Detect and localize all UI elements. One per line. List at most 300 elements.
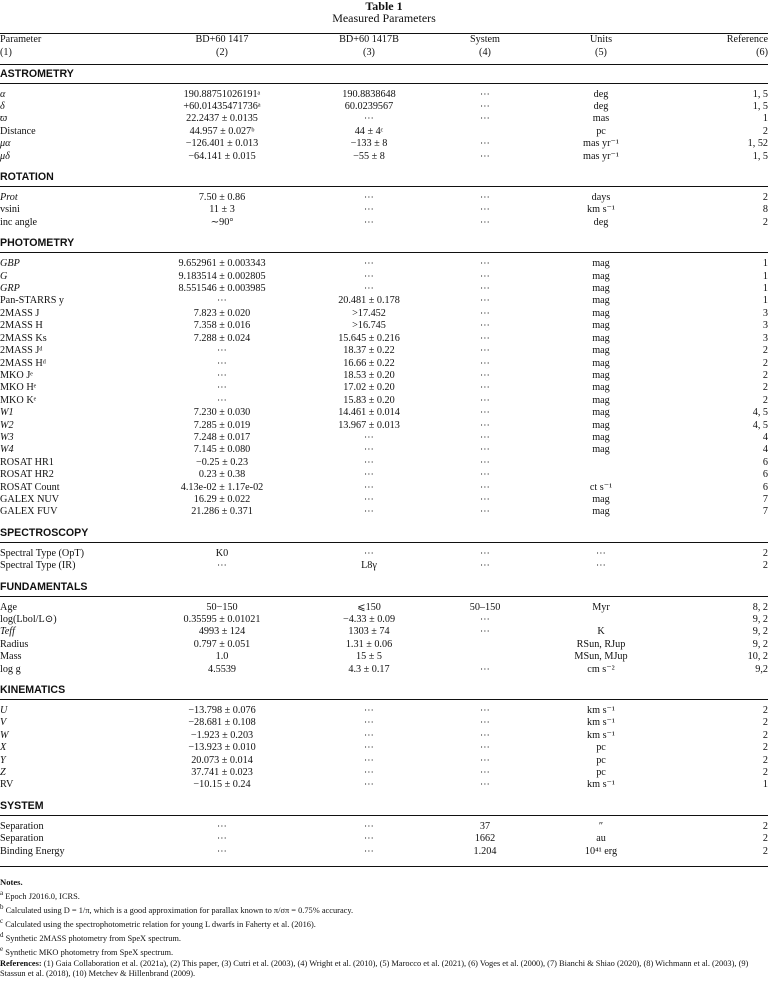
system-cell: ⋯ bbox=[479, 320, 491, 332]
units-cell bbox=[526, 457, 676, 469]
primary-cell: ⋯ bbox=[216, 345, 228, 357]
param-cell: MKO Hᵉ bbox=[0, 382, 37, 394]
system-cell: ⋯ bbox=[479, 481, 491, 493]
table-row bbox=[0, 382, 768, 394]
table-row bbox=[0, 730, 768, 742]
section-title: ROTATION bbox=[0, 168, 768, 187]
companion-cell: 18.53 ± 0.20 bbox=[343, 369, 395, 381]
system-cell: ⋯ bbox=[479, 705, 491, 717]
param-cell: W bbox=[0, 729, 9, 741]
col-header-system: System bbox=[469, 34, 500, 45]
primary-cell: ⋯ bbox=[216, 560, 228, 572]
units-cell: pc bbox=[596, 754, 606, 766]
system-cell: ⋯ bbox=[479, 560, 491, 572]
companion-cell: 15.83 ± 0.20 bbox=[343, 394, 395, 406]
table-row bbox=[0, 469, 768, 481]
units-cell: mag bbox=[592, 431, 610, 443]
reference-cell: 4, 5 bbox=[752, 419, 768, 431]
table-row bbox=[0, 370, 768, 382]
primary-cell: 0.35595 ± 0.01021 bbox=[183, 614, 261, 625]
section-header bbox=[0, 64, 768, 83]
companion-cell: ⋯ bbox=[363, 845, 375, 857]
system-cell: ⋯ bbox=[479, 382, 491, 394]
references bbox=[0, 959, 768, 980]
note-mark: b bbox=[0, 902, 4, 911]
system-cell: ⋯ bbox=[479, 626, 491, 638]
units-cell: Myr bbox=[592, 601, 610, 613]
primary-cell: ⋯ bbox=[216, 833, 228, 845]
primary-cell: 8.551546 ± 0.003985 bbox=[178, 283, 266, 295]
primary-cell: 20.073 ± 0.014 bbox=[191, 754, 253, 766]
reference-cell: 8 bbox=[762, 204, 768, 216]
system-cell: ⋯ bbox=[479, 456, 491, 468]
primary-cell: 11 ± 3 bbox=[209, 204, 235, 216]
note-text: Calculated using the spectrophotometric relation for young L dwarfs in Faherty et al. (2016). bbox=[5, 919, 316, 929]
param-cell: 2MASS Jᵈ bbox=[0, 345, 43, 357]
reference-cell: 1, 5 bbox=[752, 150, 768, 162]
header-number-row bbox=[0, 47, 768, 60]
primary-cell: 4.5539 bbox=[207, 663, 236, 675]
companion-cell: ⋯ bbox=[363, 204, 375, 216]
primary-cell: 7.230 ± 0.030 bbox=[193, 407, 251, 419]
units-cell: mag bbox=[592, 307, 610, 319]
reference-cell: 1 bbox=[762, 295, 768, 307]
table-row bbox=[0, 833, 768, 845]
note-item bbox=[0, 902, 768, 916]
units-cell: au bbox=[596, 833, 606, 845]
primary-cell: ⋯ bbox=[216, 394, 228, 406]
table-row bbox=[0, 548, 768, 560]
primary-cell: 7.248 ± 0.017 bbox=[193, 431, 251, 443]
companion-cell: ⋯ bbox=[363, 820, 375, 832]
col-number-2: (2) bbox=[216, 46, 228, 58]
primary-cell: 7.823 ± 0.020 bbox=[193, 307, 251, 319]
companion-cell: 60.0239567 bbox=[344, 101, 394, 112]
primary-cell: K0 bbox=[215, 547, 229, 559]
companion-cell: ⋯ bbox=[363, 833, 375, 845]
companion-cell: 1.31 ± 0.06 bbox=[345, 638, 393, 650]
companion-cell: ⋯ bbox=[363, 754, 375, 766]
primary-cell: 37.741 ± 0.023 bbox=[191, 767, 253, 779]
table-row bbox=[0, 295, 768, 307]
companion-cell: 16.66 ± 0.22 bbox=[343, 357, 395, 369]
table-row bbox=[0, 432, 768, 444]
units-cell: mag bbox=[592, 357, 610, 369]
primary-cell: −126.401 ± 0.013 bbox=[185, 138, 259, 150]
param-cell: U bbox=[0, 705, 8, 717]
param-cell: GALEX FUV bbox=[0, 506, 58, 518]
system-cell: 1.204 bbox=[473, 845, 497, 857]
param-cell: ϖ bbox=[0, 113, 8, 125]
bottom-rule bbox=[0, 863, 768, 867]
param-cell: Y bbox=[0, 754, 6, 766]
companion-cell: ⋯ bbox=[363, 779, 375, 791]
reference-cell: 2 bbox=[762, 705, 768, 717]
system-cell: ⋯ bbox=[479, 394, 491, 406]
col-header-reference: Reference bbox=[726, 34, 768, 45]
units-cell: K bbox=[597, 626, 605, 638]
companion-cell: ⋯ bbox=[363, 113, 375, 125]
companion-cell: >16.745 bbox=[352, 320, 386, 332]
companion-cell: 15.645 ± 0.216 bbox=[338, 332, 400, 344]
system-cell: ⋯ bbox=[479, 407, 491, 419]
system-cell: ⋯ bbox=[479, 357, 491, 369]
companion-cell: 20.481 ± 0.178 bbox=[338, 295, 400, 307]
units-cell: km s⁻¹ bbox=[587, 204, 615, 216]
reference-cell: 1 bbox=[762, 113, 768, 125]
primary-cell: −0.25 ± 0.23 bbox=[195, 456, 249, 468]
units-cell: deg bbox=[593, 216, 609, 228]
units-cell: mag bbox=[592, 419, 610, 431]
reference-cell: 2 bbox=[762, 216, 768, 228]
param-cell: RV bbox=[0, 779, 14, 791]
system-cell: ⋯ bbox=[479, 493, 491, 505]
reference-cell: 4 bbox=[762, 431, 768, 443]
param-cell: MKO Kᵉ bbox=[0, 394, 37, 406]
header-row bbox=[0, 34, 768, 47]
reference-cell: 2 bbox=[762, 560, 768, 572]
companion-cell: ⋯ bbox=[363, 283, 375, 295]
col-header-parameter: Parameter bbox=[0, 34, 42, 45]
units-cell: ″ bbox=[598, 820, 604, 832]
companion-cell: 15 ± 5 bbox=[356, 651, 382, 663]
system-cell: 37 bbox=[479, 820, 491, 832]
table-row bbox=[0, 395, 768, 407]
notes-title: Notes. bbox=[0, 877, 23, 888]
units-cell: km s⁻¹ bbox=[587, 705, 615, 717]
primary-cell: 50−150 bbox=[206, 601, 238, 613]
param-cell: 2MASS Ks bbox=[0, 332, 47, 344]
units-cell: mag bbox=[592, 270, 610, 282]
param-cell: MKO Jᵉ bbox=[0, 369, 33, 381]
table-row bbox=[0, 494, 768, 506]
section-title: SPECTROSCOPY bbox=[0, 524, 768, 543]
primary-cell: 21.286 ± 0.371 bbox=[191, 506, 253, 518]
primary-cell: −13.798 ± 0.076 bbox=[188, 705, 256, 717]
reference-cell: 8, 2 bbox=[752, 601, 768, 613]
companion-cell: 17.02 ± 0.20 bbox=[343, 382, 395, 394]
param-cell: log g bbox=[0, 663, 21, 675]
param-cell: G bbox=[0, 270, 8, 282]
table-row bbox=[0, 113, 768, 125]
units-cell: mag bbox=[592, 295, 610, 307]
system-cell bbox=[444, 639, 526, 651]
units-cell: deg bbox=[593, 88, 609, 100]
param-cell: ROSAT Count bbox=[0, 481, 60, 493]
col-number-1: (1) bbox=[0, 46, 12, 58]
table-row bbox=[0, 420, 768, 432]
reference-cell: 2 bbox=[762, 192, 768, 204]
primary-cell: 7.288 ± 0.024 bbox=[193, 332, 251, 344]
primary-cell: 7.50 ± 0.86 bbox=[198, 192, 246, 204]
companion-cell: −133 ± 8 bbox=[350, 138, 388, 150]
param-cell: α bbox=[0, 88, 6, 100]
note-text: Synthetic 2MASS photometry from SpeX spectrum. bbox=[5, 933, 181, 943]
system-cell: ⋯ bbox=[479, 717, 491, 729]
reference-cell: 2 bbox=[762, 820, 768, 832]
param-cell: W2 bbox=[0, 419, 14, 431]
reference-cell: 7 bbox=[762, 506, 768, 518]
param-cell: 2MASS J bbox=[0, 307, 40, 319]
companion-cell: ⋯ bbox=[363, 767, 375, 779]
table-row bbox=[0, 283, 768, 295]
reference-cell: 2 bbox=[762, 729, 768, 741]
primary-cell: 190.88751026191ᵃ bbox=[183, 88, 261, 100]
system-cell: ⋯ bbox=[479, 444, 491, 456]
param-cell: Separation bbox=[0, 820, 44, 832]
table-row bbox=[0, 614, 768, 626]
system-cell: ⋯ bbox=[479, 779, 491, 791]
reference-cell: 2 bbox=[762, 382, 768, 394]
col-header-primary: BD+60 1417 bbox=[195, 34, 249, 45]
reference-cell: 6 bbox=[762, 469, 768, 481]
reference-cell: 9, 2 bbox=[752, 638, 768, 650]
table-row bbox=[0, 271, 768, 283]
reference-cell: 1 bbox=[762, 270, 768, 282]
table-row bbox=[0, 126, 768, 138]
system-cell: ⋯ bbox=[479, 138, 491, 150]
table-row bbox=[0, 217, 768, 229]
param-cell: Binding Energy bbox=[0, 845, 65, 857]
primary-cell: −28.681 ± 0.108 bbox=[188, 717, 256, 729]
table-row bbox=[0, 560, 768, 572]
table-row bbox=[0, 664, 768, 676]
primary-cell: ⋯ bbox=[216, 369, 228, 381]
section-header bbox=[0, 797, 768, 816]
companion-cell: 44 ± 4ᶜ bbox=[354, 125, 384, 137]
system-cell: ⋯ bbox=[479, 332, 491, 344]
primary-cell: 7.358 ± 0.016 bbox=[193, 320, 251, 332]
units-cell: pc bbox=[596, 767, 606, 779]
system-cell: ⋯ bbox=[479, 614, 491, 625]
units-cell: mag bbox=[592, 444, 610, 456]
units-cell: mag bbox=[592, 320, 610, 332]
table-row bbox=[0, 151, 768, 163]
units-cell: mag bbox=[592, 493, 610, 505]
system-cell: ⋯ bbox=[479, 431, 491, 443]
primary-cell: ⋯ bbox=[216, 382, 228, 394]
primary-cell: −1.923 ± 0.203 bbox=[190, 729, 254, 741]
table-row bbox=[0, 138, 768, 150]
reference-cell: 2 bbox=[762, 845, 768, 857]
system-cell: ⋯ bbox=[479, 192, 491, 204]
note-text: Epoch J2016.0, ICRS. bbox=[5, 891, 80, 901]
units-cell: pc bbox=[596, 742, 606, 754]
param-cell: inc angle bbox=[0, 216, 38, 228]
companion-cell: ⋯ bbox=[363, 469, 375, 481]
companion-cell: L8γ bbox=[361, 560, 377, 572]
companion-cell: 1303 ± 74 bbox=[348, 626, 390, 638]
primary-cell: ∼90° bbox=[210, 216, 234, 228]
reference-cell: 2 bbox=[762, 767, 768, 779]
param-cell: W4 bbox=[0, 444, 14, 456]
table-row bbox=[0, 320, 768, 332]
companion-cell: ⋯ bbox=[363, 742, 375, 754]
table-title: Measured Parameters bbox=[332, 11, 436, 25]
table-notes bbox=[0, 877, 768, 979]
units-cell: pc bbox=[596, 125, 606, 137]
units-cell: km s⁻¹ bbox=[587, 729, 615, 741]
companion-cell: ⋯ bbox=[363, 717, 375, 729]
units-cell: ⋯ bbox=[595, 560, 607, 572]
companion-cell: ⋯ bbox=[363, 192, 375, 204]
reference-cell: 6 bbox=[762, 481, 768, 493]
reference-cell: 9, 2 bbox=[752, 614, 768, 625]
param-cell: GBP bbox=[0, 258, 20, 270]
references-label: References: bbox=[0, 958, 42, 968]
table-row bbox=[0, 482, 768, 494]
table-row bbox=[0, 358, 768, 370]
primary-cell: ⋯ bbox=[216, 820, 228, 832]
system-cell: ⋯ bbox=[479, 101, 491, 112]
param-cell: log(Lbol/L⊙) bbox=[0, 614, 57, 625]
system-cell bbox=[444, 126, 526, 138]
reference-cell: 3 bbox=[762, 320, 768, 332]
param-cell: μδ bbox=[0, 150, 10, 162]
system-cell: ⋯ bbox=[479, 204, 491, 216]
table-row bbox=[0, 767, 768, 779]
primary-cell: ⋯ bbox=[216, 845, 228, 857]
table-row bbox=[0, 779, 768, 791]
param-cell: W3 bbox=[0, 431, 14, 443]
param-cell: Prot bbox=[0, 192, 18, 204]
system-cell: ⋯ bbox=[479, 113, 491, 125]
primary-cell: 4993 ± 124 bbox=[198, 626, 246, 638]
primary-cell: 44.957 ± 0.027ᵇ bbox=[189, 125, 255, 137]
units-cell: mas yr⁻¹ bbox=[583, 138, 619, 150]
reference-cell: 1, 52 bbox=[747, 138, 768, 150]
table-row bbox=[0, 651, 768, 663]
col-header-units: Units bbox=[589, 34, 613, 45]
companion-cell: 13.967 ± 0.013 bbox=[338, 419, 400, 431]
primary-cell: 7.145 ± 0.080 bbox=[193, 444, 251, 456]
section-header bbox=[0, 234, 768, 253]
col-number-3: (3) bbox=[363, 46, 375, 58]
reference-cell: 2 bbox=[762, 369, 768, 381]
table-row bbox=[0, 258, 768, 270]
companion-cell: >17.452 bbox=[352, 307, 386, 319]
companion-cell: ⋯ bbox=[363, 729, 375, 741]
note-mark: c bbox=[0, 916, 4, 925]
units-cell: mag bbox=[592, 283, 610, 295]
table-row bbox=[0, 333, 768, 345]
param-cell: Pan-STARRS y bbox=[0, 295, 64, 307]
col-number-6: (6) bbox=[756, 46, 768, 58]
section-header bbox=[0, 578, 768, 597]
system-cell: ⋯ bbox=[479, 419, 491, 431]
units-cell: RSun, RJup bbox=[576, 638, 626, 650]
reference-cell: 2 bbox=[762, 833, 768, 845]
units-cell: cm s⁻² bbox=[587, 663, 615, 675]
companion-cell: ⋯ bbox=[363, 547, 375, 559]
reference-cell: 1, 5 bbox=[752, 88, 768, 100]
reference-cell: 2 bbox=[762, 357, 768, 369]
units-cell: deg bbox=[593, 101, 609, 112]
reference-cell: 3 bbox=[762, 332, 768, 344]
table-body bbox=[0, 34, 768, 867]
note-item bbox=[0, 944, 768, 958]
primary-cell: 22.2437 ± 0.0135 bbox=[186, 113, 258, 125]
units-cell: mag bbox=[592, 369, 610, 381]
reference-cell: 2 bbox=[762, 125, 768, 137]
param-cell: Distance bbox=[0, 125, 36, 137]
table-row bbox=[0, 821, 768, 833]
primary-cell: ⋯ bbox=[216, 357, 228, 369]
companion-cell: ⩽150 bbox=[357, 601, 381, 613]
section-title: SYSTEM bbox=[0, 797, 768, 816]
section-header bbox=[0, 681, 768, 700]
note-item bbox=[0, 888, 768, 902]
companion-cell: 190.8838648 bbox=[342, 88, 396, 100]
reference-cell: 2 bbox=[762, 394, 768, 406]
reference-cell: 1, 5 bbox=[752, 101, 768, 112]
system-cell: ⋯ bbox=[479, 216, 491, 228]
primary-cell: 1.0 bbox=[215, 651, 229, 663]
reference-cell: 7 bbox=[762, 493, 768, 505]
section-title: FUNDAMENTALS bbox=[0, 578, 768, 597]
companion-cell: ⋯ bbox=[363, 431, 375, 443]
reference-cell: 2 bbox=[762, 547, 768, 559]
col-number-4: (4) bbox=[479, 46, 491, 58]
companion-cell: 14.461 ± 0.014 bbox=[338, 407, 400, 419]
table-row bbox=[0, 204, 768, 216]
system-cell: ⋯ bbox=[479, 754, 491, 766]
table-row bbox=[0, 407, 768, 419]
units-cell: ct s⁻¹ bbox=[589, 481, 613, 493]
system-cell: ⋯ bbox=[479, 150, 491, 162]
param-cell: Z bbox=[0, 767, 6, 779]
section-title: KINEMATICS bbox=[0, 681, 768, 700]
reference-cell: 6 bbox=[762, 456, 768, 468]
primary-cell: 9.183514 ± 0.002805 bbox=[178, 270, 266, 282]
reference-cell: 3 bbox=[762, 307, 768, 319]
note-mark: a bbox=[0, 888, 4, 897]
reference-cell: 2 bbox=[762, 742, 768, 754]
param-cell: ROSAT HR2 bbox=[0, 469, 54, 481]
companion-cell: 18.37 ± 0.22 bbox=[343, 345, 395, 357]
companion-cell: −4.33 ± 0.09 bbox=[342, 614, 396, 625]
param-cell: W1 bbox=[0, 407, 14, 419]
table-row bbox=[0, 602, 768, 614]
table-row bbox=[0, 506, 768, 518]
system-cell: 50–150 bbox=[469, 601, 501, 613]
note-item bbox=[0, 916, 768, 930]
col-number-5: (5) bbox=[595, 46, 607, 58]
units-cell: mag bbox=[592, 382, 610, 394]
col-header-companion: BD+60 1417B bbox=[339, 34, 399, 45]
units-cell: mag bbox=[592, 407, 610, 419]
primary-cell: −64.141 ± 0.015 bbox=[188, 150, 256, 162]
primary-cell: 16.29 ± 0.022 bbox=[193, 493, 251, 505]
reference-cell: 1 bbox=[762, 258, 768, 270]
section-header bbox=[0, 524, 768, 543]
system-cell: ⋯ bbox=[479, 283, 491, 295]
units-cell: mas yr⁻¹ bbox=[583, 150, 619, 162]
companion-cell: ⋯ bbox=[363, 506, 375, 518]
param-cell: Mass bbox=[0, 651, 22, 663]
param-cell: δ bbox=[0, 101, 5, 112]
system-cell: 1662 bbox=[474, 833, 496, 845]
param-cell: Separation bbox=[0, 833, 44, 845]
system-cell: ⋯ bbox=[479, 767, 491, 779]
companion-cell: ⋯ bbox=[363, 444, 375, 456]
units-cell: 10⁴¹ erg bbox=[584, 845, 618, 857]
param-cell: vsini bbox=[0, 204, 20, 216]
primary-cell: 0.23 ± 0.38 bbox=[198, 469, 246, 481]
param-cell: Age bbox=[0, 601, 17, 613]
table-row bbox=[0, 345, 768, 357]
primary-cell: −10.15 ± 0.24 bbox=[193, 779, 251, 791]
